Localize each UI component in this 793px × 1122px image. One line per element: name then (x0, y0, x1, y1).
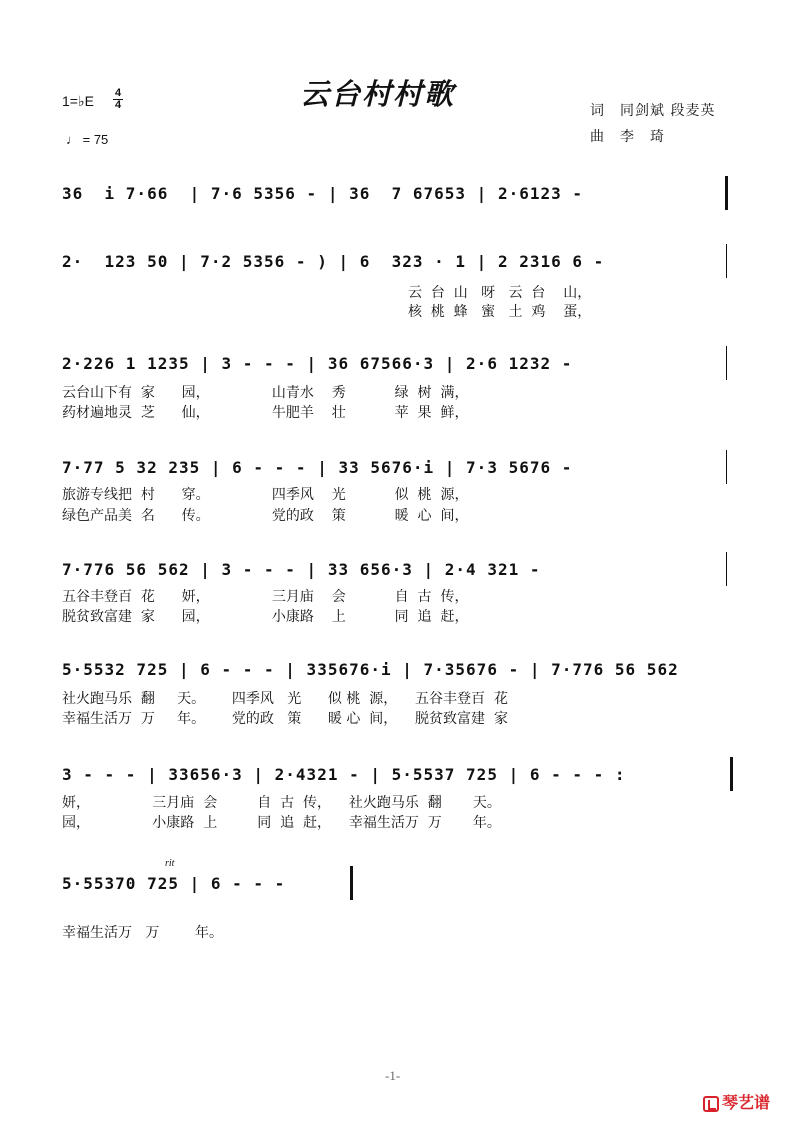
notation-line: 3 - - - | 33656·3 | 2·4321 - | 5·5537 725 | 6 - - - : (62, 765, 626, 784)
notation-line: 7·776 56 562 | 3 - - - | 33 656·3 | 2·4 321 - (62, 560, 541, 579)
lyric-verse-1: 社火跑马乐 翻 天。 四季风 光 似 桃 源， 五谷丰登百 花 (62, 691, 508, 707)
logo-icon (703, 1096, 719, 1112)
lyric-verse-1: 旅游专线把 村 穿。 四季风 光 似 桃 源， (62, 487, 469, 503)
barline (726, 552, 727, 586)
repeat-end-barline (730, 757, 733, 791)
staff-line-6 (62, 652, 732, 688)
staff-line-7 (62, 757, 732, 793)
barline (725, 176, 728, 210)
final-barline (350, 866, 353, 900)
lyric-verse-2: 药材遍地灵 芝 仙， 牛肥羊 壮 苹 果 鲜， (62, 405, 469, 421)
lyric-verse-2: 核 桃 蜂 蜜 土 鸡 蛋， (408, 304, 592, 320)
logo-text: 琴艺谱 (722, 1093, 771, 1112)
notation-line: 2·226 1 1235 | 3 - - - | 36 67566·3 | 2·6 1232 - (62, 354, 573, 373)
staff-line-4 (62, 450, 732, 486)
notation-line: 36 i 7·66 | 7·6 5356 - | 36 7 67653 | 2·6123 - (62, 184, 584, 203)
ritardando-marking: rit (165, 858, 175, 869)
lyric-verse-1: 幸福生活万 万 年。 (62, 925, 223, 941)
quarter-note-icon: ♩ (66, 132, 79, 147)
staff-line-3 (62, 346, 732, 382)
notation-line: 7·77 5 32 235 | 6 - - - | 33 5676·i | 7·3 5676 - (62, 458, 573, 477)
lyric-verse-1: 云台山下有 家 园， 山青水 秀 绿 树 满， (62, 385, 469, 401)
site-logo (703, 1090, 770, 1113)
barline (726, 450, 727, 484)
staff-line-5 (62, 552, 732, 588)
barline (726, 244, 727, 278)
staff-line-1 (62, 176, 732, 212)
page-number: -1- (385, 1068, 401, 1083)
time-signature (113, 88, 123, 111)
staff-line-2 (62, 244, 732, 280)
barline (726, 346, 727, 380)
notation-line: 5·5532 725 | 6 - - - | 335676·i | 7·35676 - | 7·776 56 562 (62, 660, 679, 679)
time-signature-bottom: 4 (114, 99, 122, 111)
lyric-verse-1: 云 台 山 呀 云 台 山， (408, 285, 592, 301)
composer-credit: 曲 李 琦 (590, 129, 665, 145)
lyric-verse-2: 绿色产品美 名 传。 党的政 策 暖 心 间， (62, 508, 469, 524)
key-signature: 1=♭E (62, 93, 94, 109)
lyric-verse-1: 妍， 三月庙 会 自 古 传， 社火跑马乐 翻 天。 (62, 795, 501, 811)
notation-line: 2· 123 50 | 7·2 5356 - ) | 6 323 · 1 | 2 2316 6 - (62, 252, 605, 271)
notation-line: 5·55370 725 | 6 - - - (62, 874, 286, 893)
time-signature-top: 4 (114, 87, 122, 99)
tempo-marking (66, 132, 108, 147)
lyricist-credit: 词 同剑斌 段麦英 (590, 103, 716, 119)
lyric-verse-2: 园， 小康路 上 同 追 赶， 幸福生活万 万 年。 (62, 815, 501, 831)
staff-line-8 (62, 866, 362, 902)
lyric-verse-2: 脱贫致富建 家 园， 小康路 上 同 追 赶， (62, 609, 469, 625)
tempo-value: = 75 (82, 132, 109, 147)
lyric-verse-2: 幸福生活万 万 年。 党的政 策 暖 心 间， 脱贫致富建 家 (62, 711, 508, 727)
song-title: 云台村村歌 (300, 77, 456, 111)
lyric-verse-1: 五谷丰登百 花 妍， 三月庙 会 自 古 传， (62, 589, 469, 605)
